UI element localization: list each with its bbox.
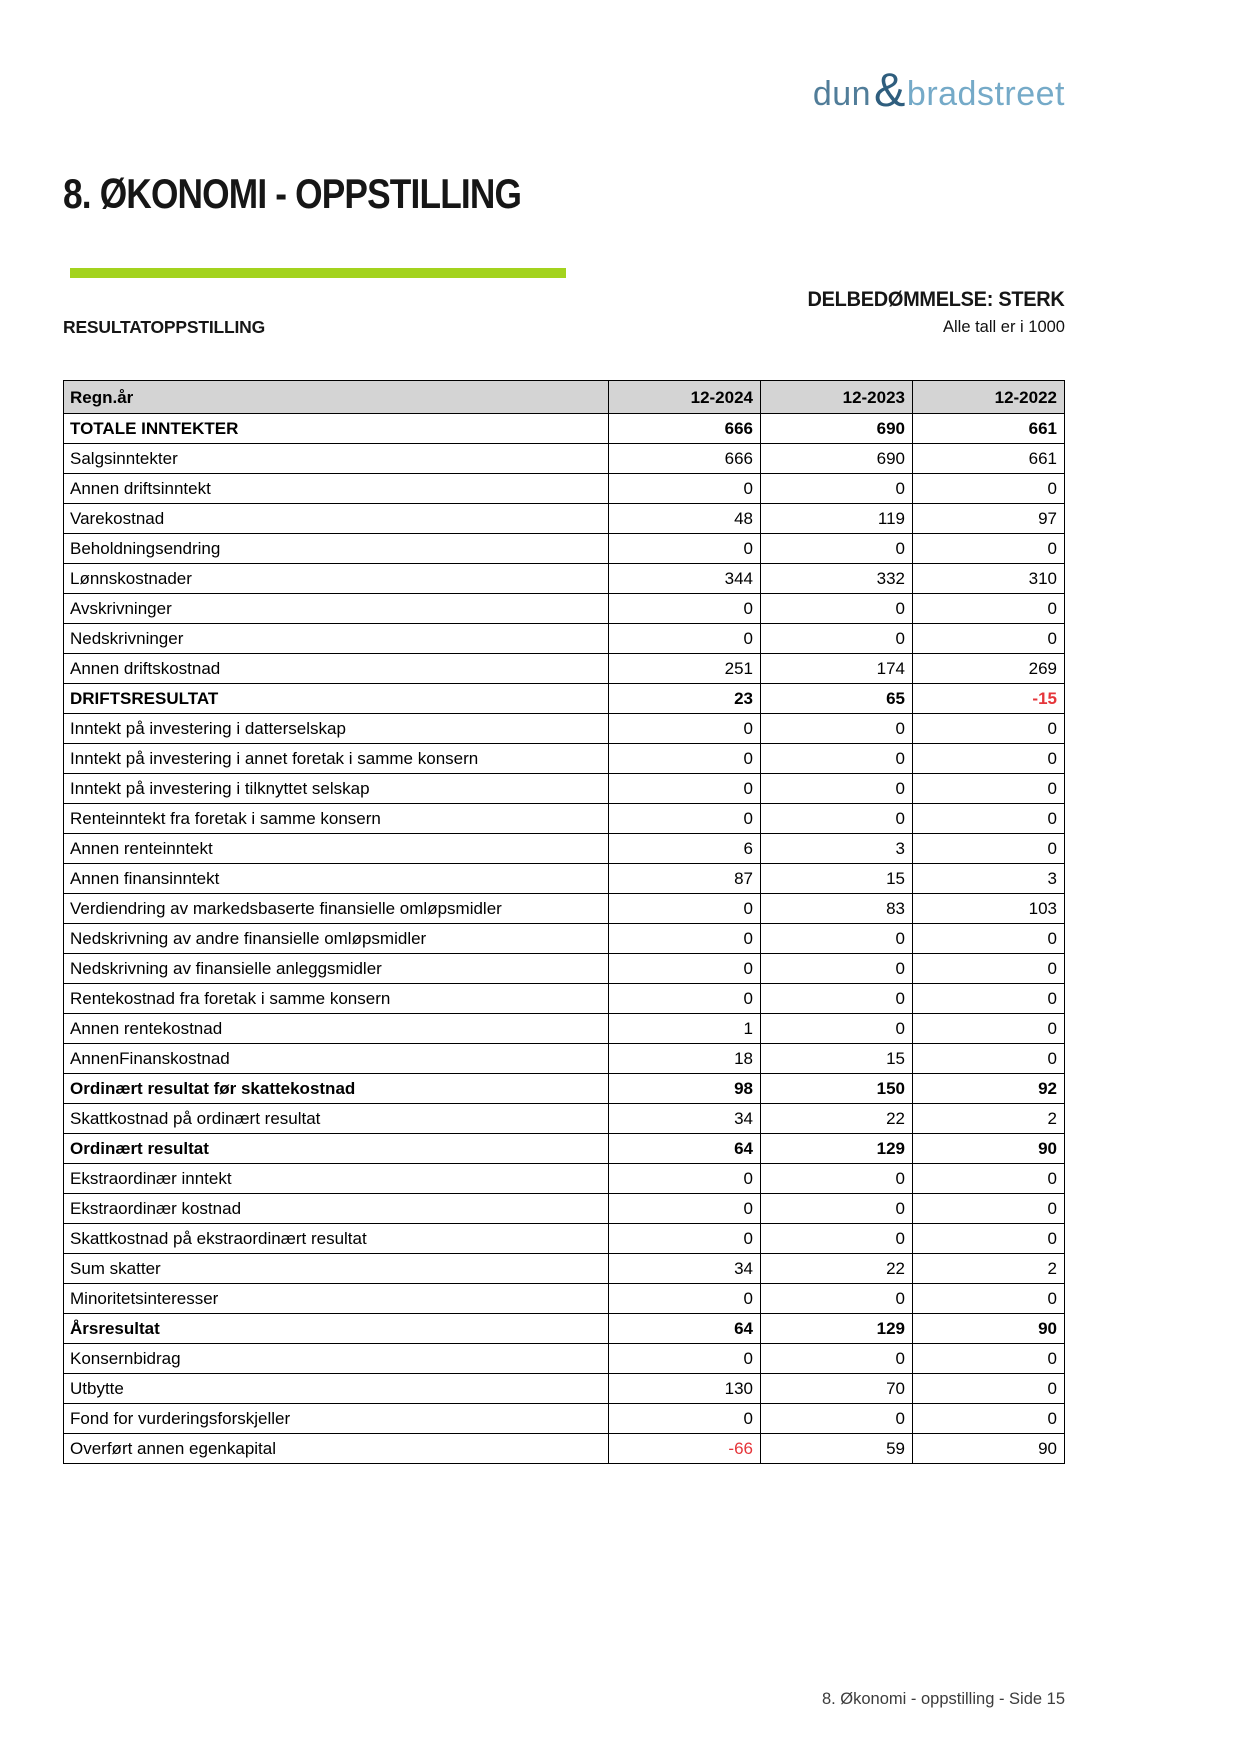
row-value: 0 (913, 594, 1065, 624)
row-label: Annen rentekostnad (64, 1014, 609, 1044)
table-row (64, 1374, 1065, 1404)
row-value: 0 (609, 474, 761, 504)
row-label: Verdiendring av markedsbaserte finansielle omløpsmidler (64, 894, 609, 924)
table-row (64, 744, 1065, 774)
column-header-12-2023: 12-2023 (761, 381, 913, 414)
row-value: 0 (761, 1344, 913, 1374)
row-value: 90 (913, 1434, 1065, 1464)
row-label: Annen driftskostnad (64, 654, 609, 684)
row-value: 90 (913, 1314, 1065, 1344)
row-value: 0 (761, 1404, 913, 1434)
row-value: 0 (913, 534, 1065, 564)
row-value: 48 (609, 504, 761, 534)
assessment-heading: DELBEDØMMELSE: STERK (808, 288, 1065, 311)
table-row (64, 1014, 1065, 1044)
row-value: 0 (609, 744, 761, 774)
row-value: 0 (609, 1224, 761, 1254)
table-row (64, 1074, 1065, 1104)
table-row (64, 1104, 1065, 1134)
row-value: 0 (913, 954, 1065, 984)
row-value: 129 (761, 1134, 913, 1164)
row-label: Ekstraordinær inntekt (64, 1164, 609, 1194)
row-value: 87 (609, 864, 761, 894)
row-value: 269 (913, 654, 1065, 684)
row-value: 129 (761, 1314, 913, 1344)
table-row (64, 774, 1065, 804)
row-label: Skattkostnad på ekstraordinært resultat (64, 1224, 609, 1254)
row-value: 130 (609, 1374, 761, 1404)
table-row (64, 534, 1065, 564)
row-value: 3 (913, 864, 1065, 894)
logo-text-dun: dun (812, 74, 872, 113)
row-value: 0 (761, 594, 913, 624)
row-value: 0 (609, 1164, 761, 1194)
row-value: 0 (913, 1284, 1065, 1314)
row-value: 22 (761, 1104, 913, 1134)
table-row (64, 714, 1065, 744)
table-row (64, 414, 1065, 444)
table-row (64, 594, 1065, 624)
table-row (64, 1224, 1065, 1254)
row-value: 0 (761, 534, 913, 564)
table-row (64, 894, 1065, 924)
row-value: 83 (761, 894, 913, 924)
row-label: Skattkostnad på ordinært resultat (64, 1104, 609, 1134)
row-value: 119 (761, 504, 913, 534)
row-value: 34 (609, 1254, 761, 1284)
row-label: Konsernbidrag (64, 1344, 609, 1374)
table-header-row (64, 381, 1065, 414)
row-value: -66 (609, 1434, 761, 1464)
table-row (64, 1194, 1065, 1224)
row-value: 666 (609, 444, 761, 474)
row-value: 0 (609, 624, 761, 654)
row-value: 0 (609, 984, 761, 1014)
table-row (64, 804, 1065, 834)
row-value: 666 (609, 414, 761, 444)
row-value: 0 (761, 774, 913, 804)
row-label: AnnenFinanskostnad (64, 1044, 609, 1074)
row-value: 332 (761, 564, 913, 594)
table-row (64, 1044, 1065, 1074)
table-row (64, 654, 1065, 684)
row-value: 15 (761, 1044, 913, 1074)
row-value: 0 (609, 774, 761, 804)
row-label: Varekostnad (64, 504, 609, 534)
row-value: 0 (609, 1194, 761, 1224)
row-value: 0 (609, 924, 761, 954)
table-row (64, 834, 1065, 864)
row-value: 15 (761, 864, 913, 894)
row-value: 174 (761, 654, 913, 684)
table-row (64, 924, 1065, 954)
row-label: Ekstraordinær kostnad (64, 1194, 609, 1224)
row-value: 0 (913, 714, 1065, 744)
row-label: Renteinntekt fra foretak i samme konsern (64, 804, 609, 834)
row-label: TOTALE INNTEKTER (64, 414, 609, 444)
row-value: 2 (913, 1104, 1065, 1134)
row-label: Annen finansinntekt (64, 864, 609, 894)
table-row (64, 444, 1065, 474)
table-title: RESULTATOPPSTILLING (63, 317, 265, 337)
row-value: 344 (609, 564, 761, 594)
row-value: 3 (761, 834, 913, 864)
row-value: 0 (609, 594, 761, 624)
column-header-12-2024: 12-2024 (609, 381, 761, 414)
row-label: Salgsinntekter (64, 444, 609, 474)
row-value: 0 (913, 1044, 1065, 1074)
logo-ampersand-icon: & (874, 63, 906, 116)
row-label: Inntekt på investering i tilknyttet selskap (64, 774, 609, 804)
row-value: 0 (761, 1224, 913, 1254)
row-label: Overført annen egenkapital (64, 1434, 609, 1464)
table-row (64, 1344, 1065, 1374)
row-value: 0 (761, 744, 913, 774)
row-label: Annen driftsinntekt (64, 474, 609, 504)
row-value: 0 (913, 624, 1065, 654)
table-row (64, 684, 1065, 714)
row-label: Beholdningsendring (64, 534, 609, 564)
row-value: 0 (761, 474, 913, 504)
row-value: 65 (761, 684, 913, 714)
row-value: 0 (761, 924, 913, 954)
row-label: Fond for vurderingsforskjeller (64, 1404, 609, 1434)
row-label: Nedskrivninger (64, 624, 609, 654)
row-value: 661 (913, 444, 1065, 474)
table-row (64, 1434, 1065, 1464)
row-value: 0 (609, 1284, 761, 1314)
row-label: Rentekostnad fra foretak i samme konsern (64, 984, 609, 1014)
row-label: Ordinært resultat (64, 1134, 609, 1164)
row-value: 0 (913, 1014, 1065, 1044)
row-value: 661 (913, 414, 1065, 444)
table-row (64, 1284, 1065, 1314)
row-value: 0 (913, 774, 1065, 804)
row-label: Nedskrivning av andre finansielle omløpsmidler (64, 924, 609, 954)
row-label: Utbytte (64, 1374, 609, 1404)
row-value: 18 (609, 1044, 761, 1074)
row-value: 0 (913, 924, 1065, 954)
row-value: 0 (913, 984, 1065, 1014)
table-row (64, 564, 1065, 594)
table-row (64, 1404, 1065, 1434)
row-value: 0 (761, 1164, 913, 1194)
row-value: 103 (913, 894, 1065, 924)
row-label: Annen renteinntekt (64, 834, 609, 864)
row-value: 64 (609, 1314, 761, 1344)
row-value: 0 (913, 804, 1065, 834)
row-label: Minoritetsinteresser (64, 1284, 609, 1314)
row-label: Ordinært resultat før skattekostnad (64, 1074, 609, 1104)
row-value: 0 (913, 1344, 1065, 1374)
row-value: 59 (761, 1434, 913, 1464)
row-value: 0 (761, 804, 913, 834)
row-value: 0 (913, 744, 1065, 774)
table-row (64, 624, 1065, 654)
row-value: 70 (761, 1374, 913, 1404)
row-value: 0 (609, 804, 761, 834)
column-header-regnaar: Regn.år (64, 381, 609, 414)
table-row (64, 1164, 1065, 1194)
row-value: 0 (761, 714, 913, 744)
table-row (64, 1314, 1065, 1344)
row-value: 0 (609, 534, 761, 564)
row-value: 0 (761, 624, 913, 654)
table-row (64, 1254, 1065, 1284)
row-label: Avskrivninger (64, 594, 609, 624)
row-value: -15 (913, 684, 1065, 714)
row-value: 0 (913, 1404, 1065, 1434)
row-value: 0 (913, 1164, 1065, 1194)
row-value: 97 (913, 504, 1065, 534)
row-value: 6 (609, 834, 761, 864)
row-value: 0 (761, 954, 913, 984)
row-value: 0 (609, 1344, 761, 1374)
row-value: 0 (761, 1014, 913, 1044)
row-value: 0 (609, 954, 761, 984)
page-footer: 8. Økonomi - oppstilling - Side 15 (821, 1690, 1065, 1708)
row-label: Inntekt på investering i datterselskap (64, 714, 609, 744)
table-row (64, 984, 1065, 1014)
page-title: 8. ØKONOMI - OPPSTILLING (63, 170, 522, 217)
table-body (64, 414, 1065, 1464)
table-row (64, 1134, 1065, 1164)
row-value: 0 (913, 1194, 1065, 1224)
row-value: 0 (761, 984, 913, 1014)
row-value: 310 (913, 564, 1065, 594)
row-value: 0 (913, 834, 1065, 864)
row-value: 0 (913, 1374, 1065, 1404)
units-note: Alle tall er i 1000 (943, 318, 1065, 336)
row-value: 1 (609, 1014, 761, 1044)
row-label: Inntekt på investering i annet foretak i samme konsern (64, 744, 609, 774)
row-value: 0 (761, 1284, 913, 1314)
row-value: 251 (609, 654, 761, 684)
table-row (64, 474, 1065, 504)
row-value: 22 (761, 1254, 913, 1284)
logo-text-bradstreet: bradstreet (906, 74, 1065, 113)
row-value: 2 (913, 1254, 1065, 1284)
row-value: 0 (913, 1224, 1065, 1254)
table-row (64, 864, 1065, 894)
row-value: 0 (761, 1194, 913, 1224)
row-value: 0 (609, 714, 761, 744)
row-label: Årsresultat (64, 1314, 609, 1344)
row-label: Lønnskostnader (64, 564, 609, 594)
table-row (64, 954, 1065, 984)
dun-bradstreet-logo (812, 63, 1065, 116)
title-underline-accent-bar (70, 268, 566, 278)
row-label: DRIFTSRESULTAT (64, 684, 609, 714)
column-header-12-2022: 12-2022 (913, 381, 1065, 414)
row-value: 64 (609, 1134, 761, 1164)
row-value: 150 (761, 1074, 913, 1104)
row-value: 92 (913, 1074, 1065, 1104)
row-value: 90 (913, 1134, 1065, 1164)
row-value: 690 (761, 414, 913, 444)
row-value: 0 (609, 894, 761, 924)
row-value: 690 (761, 444, 913, 474)
row-value: 34 (609, 1104, 761, 1134)
table-row (64, 504, 1065, 534)
row-label: Sum skatter (64, 1254, 609, 1284)
row-value: 98 (609, 1074, 761, 1104)
row-value: 23 (609, 684, 761, 714)
row-value: 0 (609, 1404, 761, 1434)
result-statement-table (63, 380, 1065, 1464)
row-value: 0 (913, 474, 1065, 504)
row-label: Nedskrivning av finansielle anleggsmidler (64, 954, 609, 984)
